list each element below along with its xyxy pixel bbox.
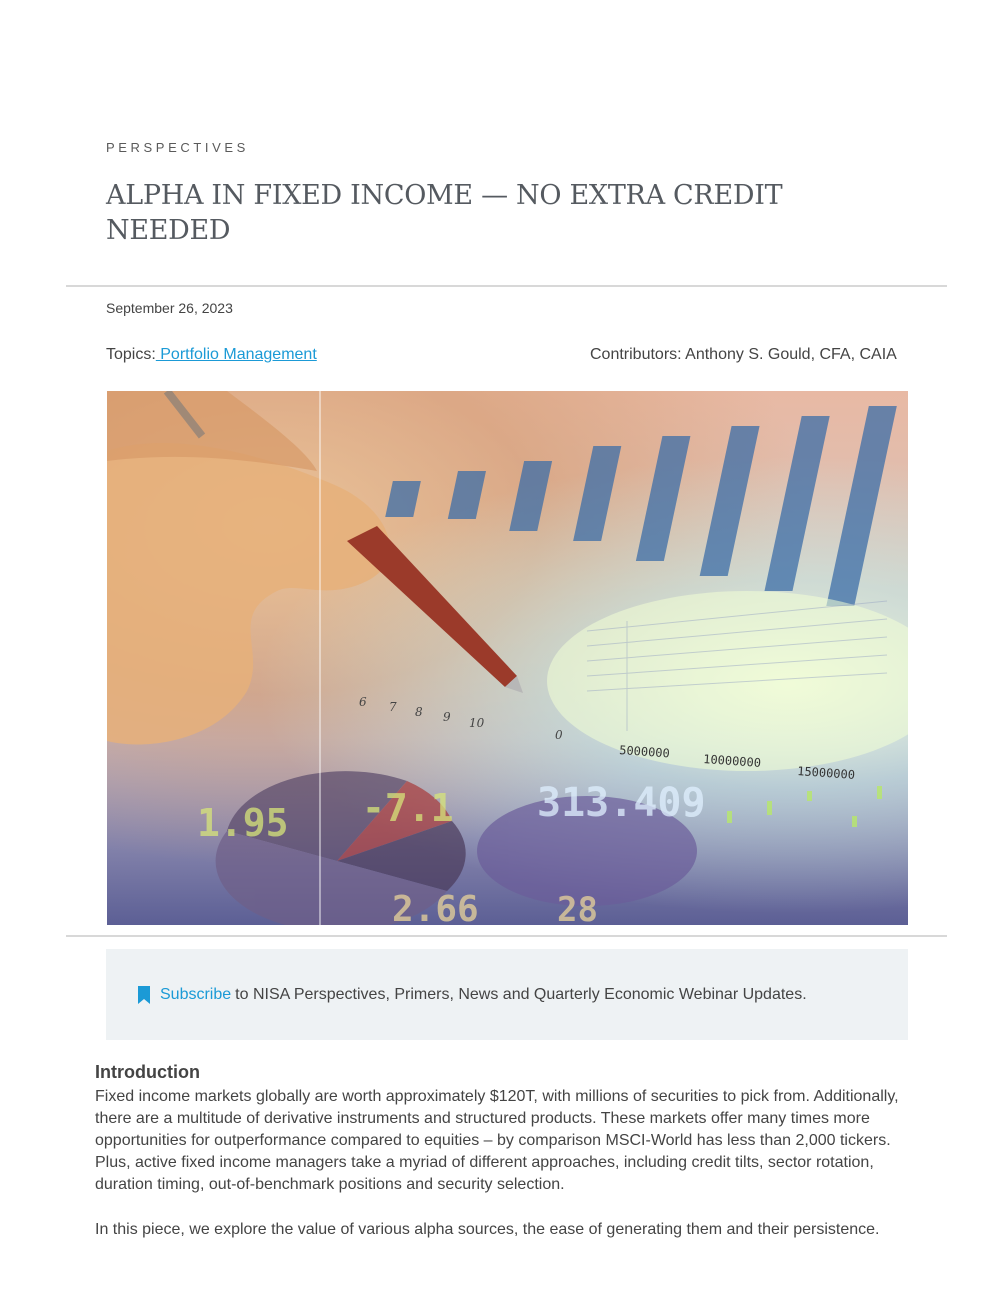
svg-text:2.66: 2.66 <box>392 889 479 925</box>
bookmark-icon <box>138 986 150 1004</box>
svg-text:6: 6 <box>359 695 367 709</box>
subscribe-link[interactable]: Subscribe <box>160 986 232 1003</box>
page-title: ALPHA IN FIXED INCOME — NO EXTRA CREDIT NEEDED <box>106 180 783 246</box>
svg-text:1.95: 1.95 <box>197 801 289 845</box>
intro-heading: Introduction <box>95 1062 200 1082</box>
publish-date: September 26, 2023 <box>106 300 233 316</box>
second-paragraph: In this piece, we explore the value of various alpha sources, the ease of generating them and their persistence. <box>95 1221 880 1238</box>
divider-bottom <box>66 935 947 937</box>
svg-text:28: 28 <box>557 890 598 925</box>
background-bars <box>385 406 897 606</box>
svg-text:9: 9 <box>443 710 451 724</box>
contributors: Contributors: Anthony S. Gould, CFA, CAIA <box>590 346 897 363</box>
intro-paragraph: Fixed income markets globally are worth approximately $120T, with millions of securities to pick from. Additionally, there are a multitude of derivative instruments and structured products. These markets offer many times more opportunities for outperformance compared to equities – by comparison MSCI-World has less than 2,000 tickers. Plus, active fixed income managers take a myriad of different approaches, including credit tilts, sector rotation, duration timing, out-of-benchmark positions and security selection. <box>95 1088 899 1193</box>
divider-top <box>66 285 947 287</box>
topics-label: Topics: <box>106 346 156 363</box>
ruler-digits <box>359 695 563 742</box>
svg-text:10000000: 10000000 <box>702 752 762 771</box>
svg-text:0: 0 <box>555 728 563 742</box>
svg-text:8: 8 <box>415 705 423 719</box>
svg-text:10: 10 <box>469 716 485 730</box>
hero-illustration <box>107 391 908 925</box>
chart-markers <box>727 786 882 827</box>
subscribe-text: to NISA Perspectives, Primers, News and Quarterly Economic Webinar Updates. <box>235 986 807 1003</box>
svg-text:15000000: 15000000 <box>796 764 856 783</box>
svg-text:5000000: 5000000 <box>618 743 671 761</box>
svg-text:313.409: 313.409 <box>537 780 706 826</box>
svg-text:7: 7 <box>389 700 397 714</box>
eyebrow-label: PERSPECTIVES <box>106 140 249 155</box>
hero-image <box>107 391 908 925</box>
topic-link-portfolio-management[interactable]: Portfolio Management <box>155 346 317 363</box>
svg-text:-7.1: -7.1 <box>362 786 454 830</box>
topics <box>106 346 317 364</box>
subscribe-line <box>138 986 807 1004</box>
